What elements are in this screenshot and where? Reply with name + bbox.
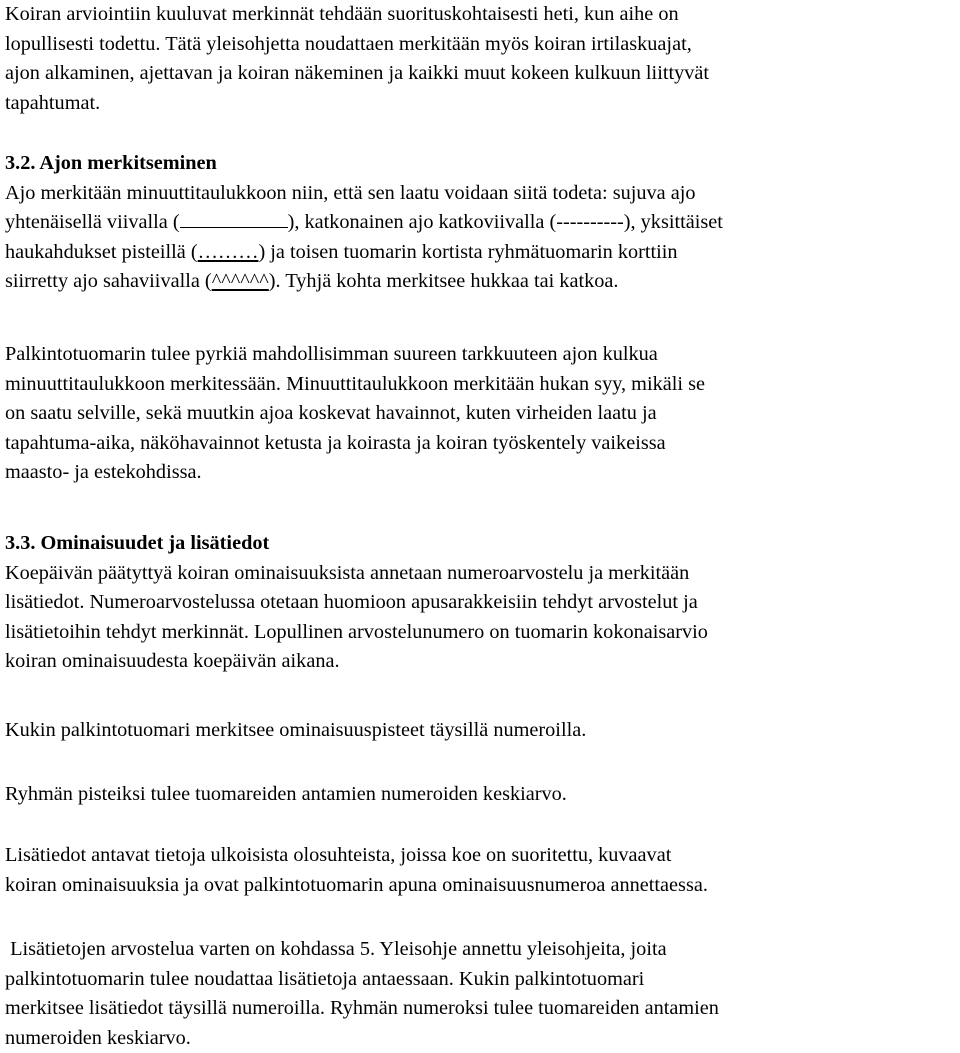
text-fragment: ) ja toisen tuomarin kortista ryhmätuomarin korttiin xyxy=(258,240,678,263)
lisatiedot-paragraph xyxy=(5,841,955,900)
section-3-2-line xyxy=(5,267,955,297)
dotted-line-sample: ……… xyxy=(197,240,259,263)
paragraph-line: maasto- ja estekohdissa. xyxy=(5,461,202,484)
paragraph-line: Lisätiedot antavat tietoja ulkoisista olosuhteista, joissa koe on suoritettu, kuvaavat xyxy=(5,844,672,866)
intro-line: Koiran arviointiin kuuluvat merkinnät tehdään suorituskohtaisesti heti, kun aihe on xyxy=(5,3,679,25)
paragraph-line: Ryhmän pisteiksi tulee tuomareiden antamien numeroiden keskiarvo. xyxy=(5,783,567,805)
text-fragment: yhtenäisellä viivalla ( xyxy=(5,211,180,234)
section-3-2-heading: 3.2. Ajon merkitseminen xyxy=(5,152,217,174)
paragraph-line: koiran ominaisuuksia ja ovat palkintotuomarin apuna ominaisuusnumeroa annettaessa. xyxy=(5,873,708,896)
paragraph-line: lisätiedot. Numeroarvostelussa otetaan huomioon apusarakkeisiin tehdyt arvostelut ja xyxy=(5,591,698,614)
ryhman-paragraph xyxy=(5,780,955,810)
paragraph-line: Lisätietojen arvostelua varten on kohdassa 5. Yleisohje annettu yleisohjeita, joita xyxy=(5,938,667,960)
section-3-3-heading: 3.3. Ominaisuudet ja lisätiedot xyxy=(5,532,270,554)
text-fragment: ), katkonainen ajo katkoviivalla (----------), yksittäiset xyxy=(287,211,723,234)
paragraph-line: tapahtuma-aika, näköhavainnot ketusta ja koirasta ja koiran työskentely vaikeissa xyxy=(5,431,666,454)
paragraph-line: Koepäivän päätyttyä koiran ominaisuuksista annetaan numeroarvostelu ja merkitään xyxy=(5,561,690,584)
saw-line-sample: ^^^^^^ xyxy=(211,270,269,293)
paragraph-line: Palkintotuomarin tulee pyrkiä mahdollisimman suureen tarkkuuteen ajon kulkua xyxy=(5,343,658,365)
text-fragment: ). Tyhjä kohta merkitsee hukkaa tai katkoa. xyxy=(268,270,619,293)
section-3-2-line xyxy=(5,238,955,268)
paragraph-line: numeroiden keskiarvo. xyxy=(5,1026,191,1049)
paragraph-line: koiran ominaisuudesta koepäivän aikana. xyxy=(5,650,340,673)
intro-paragraph xyxy=(5,0,955,118)
kukin-paragraph xyxy=(5,716,955,746)
section-3-2-line: Ajo merkitään minuuttitaulukkoon niin, että sen laatu voidaan siitä todeta: sujuva ajo xyxy=(5,181,696,204)
text-fragment: siirretty ajo sahaviivalla ( xyxy=(5,270,212,293)
paragraph-line: palkintotuomarin tulee noudattaa lisätietoja antaessaan. Kukin palkintotuomari xyxy=(5,967,645,990)
paragraph-line: merkitsee lisätiedot täysillä numeroilla. Ryhmän numeroksi tulee tuomareiden antamien xyxy=(5,997,719,1020)
paragraph-line: on saatu selville, sekä muutkin ajoa koskevat havainnot, kuten virheiden laatu ja xyxy=(5,402,657,425)
section-3-2 xyxy=(5,149,955,297)
paragraph-line: Kukin palkintotuomari merkitsee ominaisuuspisteet täysillä numeroilla. xyxy=(5,719,587,741)
paragraph-line: lisätietoihin tehdyt merkinnät. Lopullinen arvostelunumero on tuomarin kokonaisarvio xyxy=(5,620,708,643)
arvostelu-paragraph xyxy=(5,935,955,1053)
section-3-2-line xyxy=(5,208,955,238)
intro-line: tapahtumat. xyxy=(5,91,101,114)
section-3-3 xyxy=(5,529,955,677)
paragraph-line: minuuttitaulukkoon merkitessään. Minuuttitaulukkoon merkitään hukan syy, mikäli se xyxy=(5,372,705,395)
palkintotuomari-paragraph xyxy=(5,340,955,488)
solid-line-sample xyxy=(180,209,288,228)
intro-line: ajon alkaminen, ajettavan ja koiran näkeminen ja kaikki muut kokeen kulkuun liittyvät xyxy=(5,62,710,85)
text-fragment: haukahdukset pisteillä ( xyxy=(5,240,198,263)
intro-line: lopullisesti todettu. Tätä yleisohjetta noudattaen merkitään myös koiran irtilaskuajat, xyxy=(5,32,692,55)
